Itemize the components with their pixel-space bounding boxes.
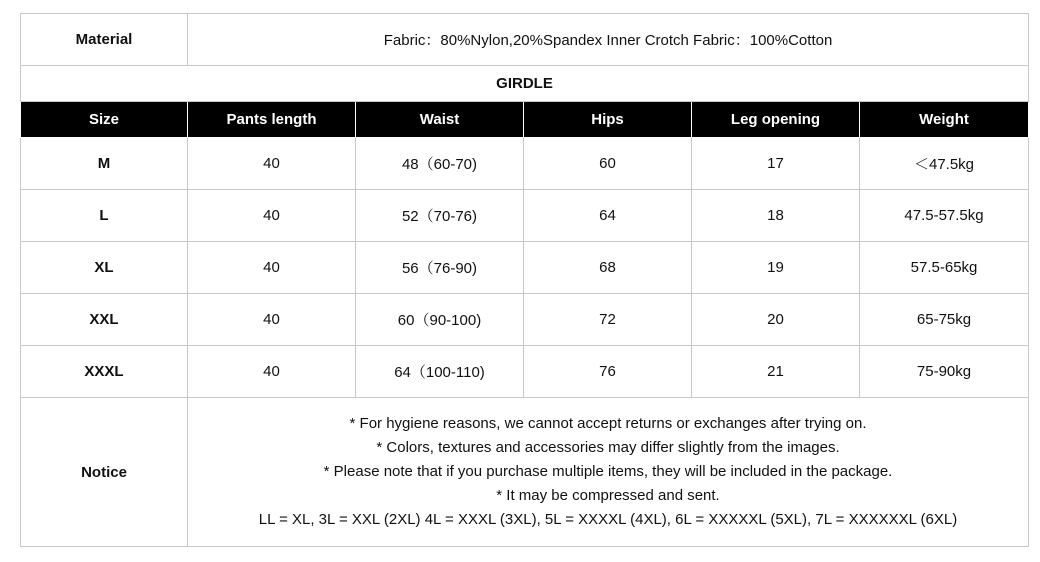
notice-line: * Colors, textures and accessories may differ slightly from the images. bbox=[376, 439, 840, 456]
hips-cell: 64 bbox=[524, 190, 692, 242]
pants-length-cell: 40 bbox=[188, 190, 356, 242]
weight-cell: 47.5-57.5kg bbox=[860, 190, 1029, 242]
material-row bbox=[21, 14, 1029, 66]
column-header-pants-length: Pants length bbox=[188, 102, 356, 138]
table-row bbox=[21, 346, 1029, 398]
hips-cell: 76 bbox=[524, 346, 692, 398]
weight-cell: ＜47.5kg bbox=[860, 138, 1029, 190]
table-row bbox=[21, 242, 1029, 294]
notice-line: * For hygiene reasons, we cannot accept returns or exchanges after trying on. bbox=[349, 415, 867, 432]
leg-opening-cell: 20 bbox=[692, 294, 860, 346]
weight-cell: 57.5-65kg bbox=[860, 242, 1029, 294]
leg-opening-cell: 18 bbox=[692, 190, 860, 242]
waist-cell: 48（60-70) bbox=[356, 138, 524, 190]
hips-cell: 60 bbox=[524, 138, 692, 190]
material-label: Material bbox=[21, 14, 188, 66]
table-row bbox=[21, 138, 1029, 190]
header-row bbox=[21, 102, 1029, 138]
column-header-leg-opening: Leg opening bbox=[692, 102, 860, 138]
size-cell: L bbox=[21, 190, 188, 242]
table-row bbox=[21, 294, 1029, 346]
pants-length-cell: 40 bbox=[188, 138, 356, 190]
hips-cell: 68 bbox=[524, 242, 692, 294]
waist-cell: 52（70-76) bbox=[356, 190, 524, 242]
weight-cell: 75-90kg bbox=[860, 346, 1029, 398]
size-cell: XXXL bbox=[21, 346, 188, 398]
notice-text bbox=[188, 398, 1029, 547]
column-header-hips: Hips bbox=[524, 102, 692, 138]
hips-cell: 72 bbox=[524, 294, 692, 346]
waist-cell: 56（76-90) bbox=[356, 242, 524, 294]
size-table bbox=[20, 13, 1029, 547]
waist-cell: 60（90-100) bbox=[356, 294, 524, 346]
pants-length-cell: 40 bbox=[188, 242, 356, 294]
notice-line: * Please note that if you purchase multiple items, they will be included in the package. bbox=[323, 463, 893, 480]
leg-opening-cell: 17 bbox=[692, 138, 860, 190]
weight-cell: 65-75kg bbox=[860, 294, 1029, 346]
table-row bbox=[21, 190, 1029, 242]
pants-length-cell: 40 bbox=[188, 346, 356, 398]
notice-line: LL = XL, 3L = XXL (2XL) 4L = XXXL (3XL), 5L = XXXXL (4XL), 6L = XXXXXL (5XL), 7L = XXXXXXL (6XL) bbox=[258, 511, 958, 528]
notice-label: Notice bbox=[21, 398, 188, 547]
size-cell: XL bbox=[21, 242, 188, 294]
column-header-waist: Waist bbox=[356, 102, 524, 138]
size-cell: M bbox=[21, 138, 188, 190]
title-row bbox=[21, 66, 1029, 102]
column-header-weight: Weight bbox=[860, 102, 1029, 138]
table-title: GIRDLE bbox=[21, 66, 1029, 102]
size-chart bbox=[20, 13, 1028, 547]
waist-cell: 64（100-110) bbox=[356, 346, 524, 398]
column-header-size: Size bbox=[21, 102, 188, 138]
notice-line: * It may be compressed and sent. bbox=[496, 487, 720, 504]
leg-opening-cell: 21 bbox=[692, 346, 860, 398]
notice-row bbox=[21, 398, 1029, 547]
size-cell: XXL bbox=[21, 294, 188, 346]
material-value: Fabric：80%Nylon,20%Spandex Inner Crotch Fabric：100%Cotton bbox=[188, 14, 1029, 66]
leg-opening-cell: 19 bbox=[692, 242, 860, 294]
pants-length-cell: 40 bbox=[188, 294, 356, 346]
